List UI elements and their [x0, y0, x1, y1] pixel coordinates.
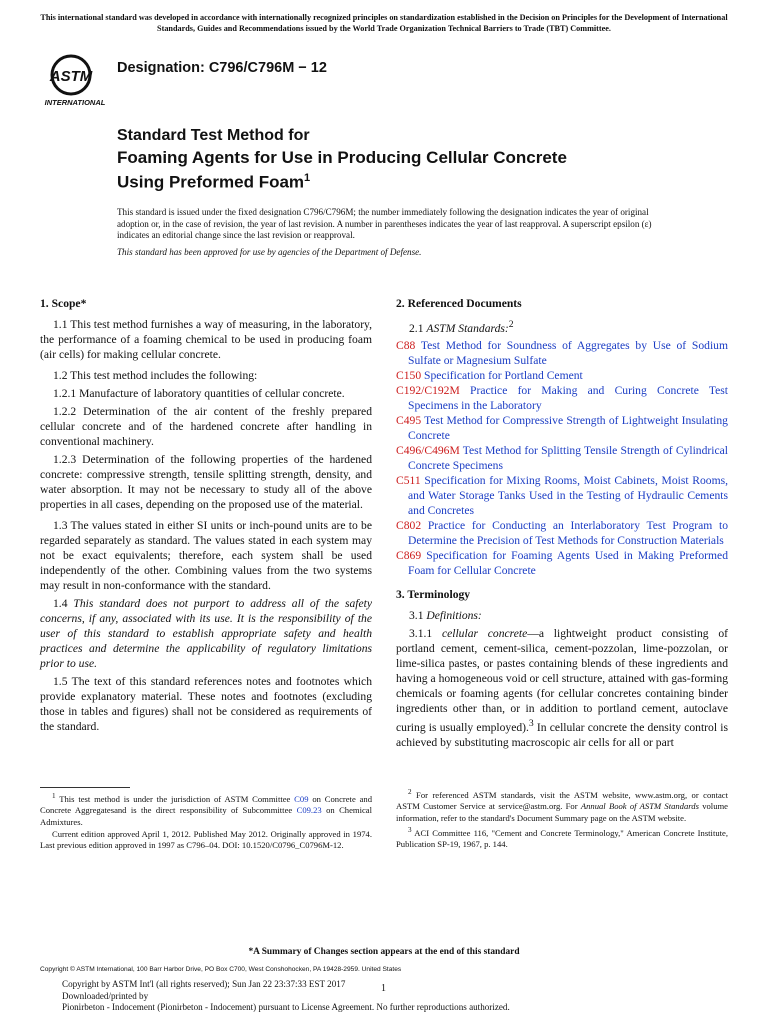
copyright-line: Copyright © ASTM International, 100 Barr Harbor Drive, PO Box C700, West Conshohocken, PA 19428-2959. United States	[40, 966, 402, 973]
title-footnote-ref: 1	[304, 172, 311, 184]
left-column	[40, 296, 372, 737]
footnote-3: $^3$ ACI Committee 116, "Cement and Concrete Terminology," American Concrete Institute, Publication SP-19, 1967, p. 144.	[396, 826, 728, 850]
reference-title-link[interactable]: Practice for Conducting an Interlaboratory Test Program to Determine the Precision of Test Methods for Construction Materials	[408, 518, 728, 547]
reference-item	[396, 383, 728, 413]
reference-title-link[interactable]: Specification for Mixing Rooms, Moist Cabinets, Moist Rooms, and Water Storage Tanks Used in the Testing of Hydraulic Cements and Concretes	[408, 473, 728, 517]
logo-text: ASTM	[49, 68, 93, 85]
para-1-2-2: 1.2.2 Determination of the air content of the freshly prepared cellular concrete and of the hardened concrete after handling in conventional machinery.	[40, 405, 372, 448]
reference-code-link[interactable]: C869	[396, 548, 422, 562]
link-c09[interactable]: C09	[294, 793, 309, 804]
reference-item	[396, 368, 728, 383]
footnote-rule	[40, 787, 130, 788]
intro-paragraph: This standard is issued under the fixed designation C796/C796M; the number immediately following the designation indicates the year of original adoption or, in the case of revision, the year of last revision. A number in parentheses indicates the year of last reapproval. A superscript epsilon (ε) indicates an editorial change since the last revision or reapproval.	[117, 207, 652, 240]
title-prefix: Standard Test Method for	[117, 127, 310, 144]
reference-code-link[interactable]: C192/C192M	[396, 383, 460, 397]
intro-block	[117, 207, 657, 263]
footer-line-2: Downloaded/printed by	[62, 990, 149, 1001]
reference-code-link[interactable]: C495	[396, 413, 422, 427]
para-1-2-1: 1.2.1 Manufacture of laboratory quantities of cellular concrete.	[53, 387, 345, 400]
document-title	[117, 148, 567, 193]
footer-line-3: Pionirbeton - Indocement (Pionirbeton - Indocement) pursuant to License Agreement. No further reproductions authorized.	[62, 1002, 510, 1013]
astm-standards-label: 2.1 ASTM Standards:$^2$	[409, 319, 514, 335]
reference-list	[396, 338, 728, 578]
reference-title-link[interactable]: Test Method for Compressive Strength of Lightweight Insulating Concrete	[408, 413, 728, 442]
logo-subtext: INTERNATIONAL	[44, 98, 106, 107]
reference-code-link[interactable]: C88	[396, 338, 416, 352]
reference-item	[396, 413, 728, 443]
reference-code-link[interactable]: C511	[396, 473, 421, 487]
para-1-2: 1.2 This test method includes the following:	[53, 369, 258, 382]
reference-title-link[interactable]: Specification for Foaming Agents Used in Making Preformed Foam for Cellular Concrete	[408, 548, 729, 577]
reference-item	[396, 338, 728, 368]
dod-approval: This standard has been approved for use by agencies of the Department of Defense.	[117, 246, 422, 257]
reference-code-link[interactable]: C496/C496M	[396, 443, 460, 457]
reference-code-link[interactable]: C150	[396, 368, 422, 382]
header-notice: This international standard was developed in accordance with internationally recognized principles on standardization established in the Decision on Principles for the Development of International Standards, Guides and Recommendations issued by the World Trade Organization Technical Barriers to Trade (TBT) Committee.	[40, 13, 728, 33]
astm-logo	[42, 50, 108, 108]
footnotes-right	[396, 787, 728, 852]
para-1-1: 1.1 This test method furnishes a way of measuring, in the laboratory, the performance of a foaming chemical to be used in producing foam (air cells) for making cellular concrete.	[40, 318, 372, 361]
footnote-1: $^1$ This test method is under the jurisdiction of ASTM Committee C09 on Concrete and Concrete Aggregatesand is the direct responsibility of Subcommittee C09.23 on Chemical Admixtures.	[40, 792, 372, 827]
para-1-2-3: 1.2.3 Determination of the following properties of the hardened concrete: compressive strength, tensile splitting strength, density, and water absorption. It may not be necessary to study all of the above properties in all cases, depending on the proposed use of the material.	[40, 453, 372, 511]
footnotes-left	[40, 787, 372, 853]
reference-title-link[interactable]: Test Method for Soundness of Aggregates by Use of Sodium Sulfate or Magnesium Sulfate	[408, 338, 728, 367]
reference-code-link[interactable]: C802	[396, 518, 422, 532]
summary-note: *A Summary of Changes section appears at the end of this standard	[248, 947, 520, 957]
reference-title-link[interactable]: Practice for Making and Curing Concrete Test Specimens in the Laboratory	[408, 383, 728, 412]
link-c09-23[interactable]: C09.23	[296, 805, 322, 816]
para-1-5: 1.5 The text of this standard references notes and footnotes which provide explanatory material. These notes and footnotes (excluding those in tables and figures) shall not be considered as requirements of the standard.	[40, 675, 372, 733]
designation: Designation: C796/C796M − 12	[117, 60, 327, 76]
reference-title-link[interactable]: Test Method for Splitting Tensile Strength of Cylindrical Concrete Specimens	[408, 443, 728, 472]
footer-line-1: Copyright by ASTM Int'l (all rights reserved); Sun Jan 22 23:37:33 EST 2017	[62, 979, 346, 989]
title-line-2: Using Preformed Foam$^1$	[117, 172, 311, 192]
download-footer	[62, 979, 510, 1014]
para-3-1-1: 3.1.1 cellular concrete—a lightweight product consisting of portland cement, cement-silica, cement-pozzolan, lime-pozzolan, or lime-silica pastes, or pastes containing blends of these ingredients and having a homogeneous void or cell structure, attained with gas-forming chemicals or foaming agents (for cellular concretes containing binder ingredients other than, or in addition to portland cement, autoclave curing is usually employed).$^3$ In cellular concrete the density control is achieved by substituting macroscopic air cells for all or part	[396, 626, 728, 749]
section-scope-heading: 1. Scope*	[40, 297, 87, 310]
page-number: 1	[381, 983, 386, 994]
reference-title-link[interactable]: Specification for Portland Cement	[424, 368, 583, 382]
section-terminology-heading: 3. Terminology	[396, 587, 471, 601]
reference-item	[396, 473, 728, 518]
para-1-3: 1.3 The values stated in either SI units or inch-pound units are to be regarded separately as standard. The values stated in each system may not be exact equivalents; therefore, each system shall be used independently of the other. Combining values from the two systems may result in non-conformance with the standard.	[40, 519, 372, 592]
right-column	[396, 296, 728, 753]
reference-item	[396, 443, 728, 473]
title-line-1: Foaming Agents for Use in Producing Cellular Concrete	[117, 148, 567, 167]
section-refs-heading: 2. Referenced Documents	[396, 297, 522, 310]
para-1-4: 1.4 This standard does not purport to address all of the safety concerns, if any, associated with its use. It is the responsibility of the user of this standard to establish appropriate safety and health practices and determine the applicability of regulatory limitations prior to use.	[40, 597, 372, 670]
footnote-2: $^2$ For referenced ASTM standards, visit the ASTM website, www.astm.org, or contact ASTM Customer Service at service@astm.org. For Annual Book of ASTM Standards volume information, refer to the standard's Document Summary page on the ASTM website.	[396, 788, 728, 823]
para-3-1: 3.1 Definitions:	[409, 608, 482, 622]
reference-item	[396, 548, 728, 578]
reference-item	[396, 518, 728, 548]
footnote-current-edition: Current edition approved April 1, 2012. Published May 2012. Originally approved in 1974. Last previous edition approved in 1997 as C796–04. DOI: 10.1520/C0796_C0796M-12.	[40, 829, 372, 851]
